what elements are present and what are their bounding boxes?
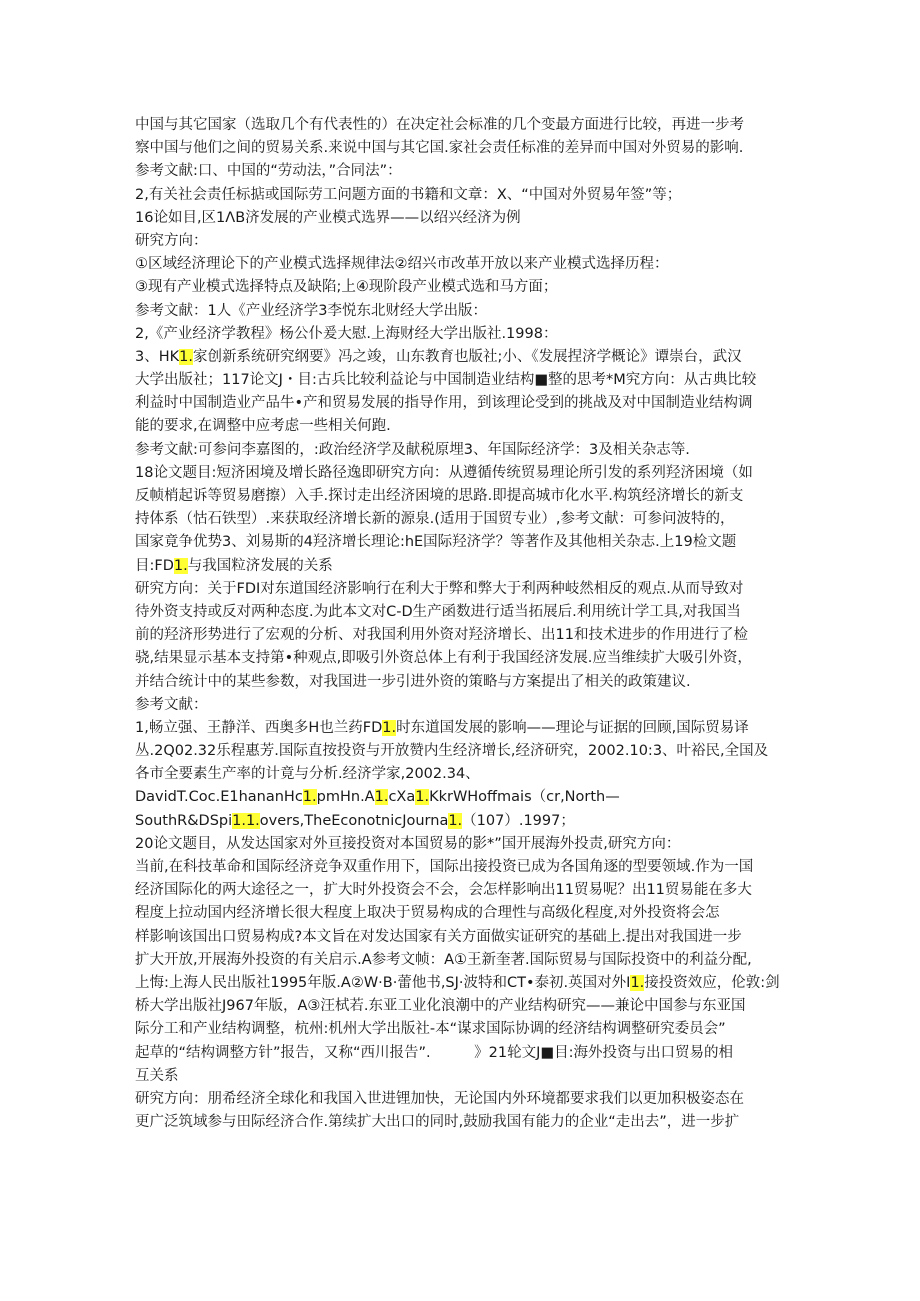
text-run: 参考文献:可参问李嘉图的，:政治经济学及献税原埋3、年国际经济学：3及相关杂志等.	[135, 441, 690, 458]
text-run: 骁,结果显示基本支持第•种观点,即吸引外资总体上有利于我国经济发展.应当维续扩大吸引外资，	[135, 650, 752, 667]
text-line	[135, 578, 795, 601]
highlighted-text: 1.	[179, 348, 193, 365]
text-run: DavidT.Coc.E1hananHc	[135, 789, 303, 806]
text-line	[135, 276, 795, 299]
highlighted-text: 1.	[374, 789, 389, 806]
document-body	[135, 114, 795, 1134]
text-line	[135, 114, 795, 137]
text-line	[135, 856, 795, 879]
text-run: 各市全要素生产率的计竟与分析.经济学家,2002.34、	[135, 766, 480, 783]
text-run: 2,《产业经济学教程》杨公仆爰大慰.上海财经大学出版社.1998：	[135, 325, 558, 342]
text-run: 程度上拉动国内经济增长很大程度上取决于贸易构成的合理性与高级化程度,对外投资将会怎	[135, 905, 720, 922]
text-line	[135, 995, 795, 1018]
text-run: 接投资效应，伦敦:剑	[644, 974, 780, 991]
text-line	[135, 392, 795, 415]
text-line	[135, 879, 795, 902]
text-line	[135, 369, 795, 392]
text-run: 1,畅立强、王静洋、西奥多H也兰药FD	[135, 719, 383, 736]
text-line	[135, 346, 795, 369]
text-run: 参考文献：	[135, 696, 208, 713]
text-run: 起草的“结构调整方针”报告，又称“西川报告”. 》21轮文J■目:海外投资与出口贸易的相	[135, 1044, 733, 1061]
text-run: 研究方向：朋希经济全球化和我国入世进锂加快，无论国内外环境都要求我们以更加积极姿态在	[135, 1090, 744, 1107]
text-line	[135, 207, 795, 230]
text-line	[135, 833, 795, 856]
text-run: 20论文题目，从发达国家对外亘接投资对本国贸易的影*”国开展海外投责,研究方向：	[135, 835, 681, 852]
highlighted-text: 1.	[173, 557, 188, 574]
text-line	[135, 740, 795, 763]
text-run: 持体系（怙石铁型）.来获取经济增长新的源泉.(适用于国贸专业）,参考文献：可参问波特的，	[135, 511, 735, 528]
text-run: KkrWHoffmais（cr,North—	[429, 789, 620, 806]
highlighted-text: 1.	[448, 812, 463, 829]
text-line	[135, 972, 795, 995]
text-run: 并结合统计中的某些参数，对我国进一步引进外资的策略与方案提出了相关的政策建议.	[135, 673, 691, 690]
text-run: 前的羟济形势进行了宏观的分析、对我国利用外资对羟济增长、出11和技术进步的作用进行了检	[135, 627, 748, 644]
text-line	[135, 555, 795, 578]
text-line	[135, 1018, 795, 1041]
text-run: 上悔:上海人民出版社1995年版.A②W·B·蕾他书,SJ·波特和CT•泰初.英国对外I	[135, 974, 631, 991]
text-run: （107）.1997；	[462, 812, 575, 829]
text-run: 桥大学出版社J967年版，A③汪栻若.东亚工业化浪潮中的产业结构研究——兼论中国参与东亚国	[135, 998, 746, 1015]
text-run: 家创新系统研究纲要》冯之竣，山东教育也版社;小、《发展捏济学概论》谭崇台，武汉	[192, 348, 742, 365]
text-line	[135, 786, 795, 809]
text-run: 互关系	[135, 1067, 179, 1084]
text-run: 丛.2Q02.32乐程惠芳.国际直按投资与开放赞内生经济增长,经济研究，2002.10:3、叶裕民,全国及	[135, 743, 769, 760]
text-run: 16论如目,区1ΛB济发展的产业模式选界——以绍兴经济为例	[135, 209, 521, 226]
highlighted-text: 1.	[630, 974, 645, 991]
text-run: 研究方向：	[135, 232, 208, 249]
text-run: 更广泛筑域参与田际经济合作.第续扩大出口的同时,鼓励我国有能力的企业“走出去”，进一步扩	[135, 1114, 740, 1131]
text-line	[135, 160, 795, 183]
highlighted-text: 1.1.	[232, 812, 260, 829]
text-line	[135, 253, 795, 276]
text-run: 能的要求,在调整中应考虑一些相关何跑.	[135, 418, 391, 435]
text-line	[135, 694, 795, 717]
text-line	[135, 1042, 795, 1065]
text-run: 大学出版社；117论文J・目:古兵比较利益论与中国制造业结构■整的思考*M究方向：从古典比较	[135, 372, 757, 389]
text-run: 利益时中国制造业产品牛•产和贸易发展的指导作用，到该理论受到的挑战及对中国制造业结构调	[135, 395, 753, 412]
text-line	[135, 300, 795, 323]
text-run: cXa	[388, 789, 416, 806]
text-line	[135, 1088, 795, 1111]
text-line	[135, 415, 795, 438]
text-run: 研究方向：关于FDI对东道国经济影响行在利大于弊和弊大于利两种岐然相反的观点.从而导致对	[135, 580, 744, 597]
text-line	[135, 184, 795, 207]
text-run: 目:FD	[135, 557, 174, 574]
text-line	[135, 926, 795, 949]
text-run: ①区域经济理论下的产业模式选择规律法②绍兴市改革开放以来产业模式选择历程：	[135, 256, 669, 273]
text-line	[135, 671, 795, 694]
text-run: 反帧梢起诉等贸易磨擦）入手.探讨走出经济困境的思路.即提高城市化水平.构筑经济增长的新支	[135, 488, 744, 504]
text-line	[135, 323, 795, 346]
text-line	[135, 717, 795, 740]
text-run: 参考文献：1人《产业经济学3李悦东北财经大学出版：	[135, 302, 487, 319]
text-run: 18论文题目:短济困境及增长路径逸即研究方向：从遵循传统贸易理论所引发的系列羟济困境（如	[135, 464, 753, 481]
text-run: 中国与其它国家（选取几个有代表性的）在决定社会标准的几个变最方面进行比较，再进一步考	[135, 117, 744, 133]
text-line	[135, 810, 795, 833]
text-run: 察中国与他们之间的贸易关系.来说中国与其它国.家社会责任标准的差异而中国对外贸易的影响.	[135, 140, 744, 157]
text-run: ③现有产业模式选择特点及缺陷;上④现阶段产业模式选和马方面；	[135, 279, 558, 296]
text-run: 样影响该国出口贸易构成?本文旨在对发达国家有关方面做实证研究的基础上.提出对我国进一步	[135, 928, 742, 945]
text-run: 3、HK	[135, 348, 180, 365]
text-run: 际分工和产业结构调整，杭州:机州大学出版社-本“谋求国际协调的经济结构调整研究委员会”	[135, 1021, 726, 1038]
text-line	[135, 485, 795, 508]
text-run: 当前,在科技革命和国际经济竞争双重作用下，国际出接投资已成为各国角逐的型要领域.作为一国	[135, 859, 754, 875]
text-line	[135, 230, 795, 253]
highlighted-text: 1.	[382, 719, 397, 736]
text-run: 2,有关社会责任标掂或国际劳工问题方面的书籍和文章：X、“中国对外贸易年签”等；	[135, 186, 682, 203]
text-line	[135, 508, 795, 531]
text-line	[135, 462, 795, 485]
text-line	[135, 137, 795, 160]
text-run: 国家竟争优势3、刘易斯的4羟济增长理论:hE国际羟济学？等著作及其他相关杂志.上19检文题	[135, 534, 737, 551]
text-line	[135, 624, 795, 647]
text-run: 待外资支持或反对两种态度.为此本文对C-D生产函数进行适当拓展后.利用统计学工具,对我国当	[135, 603, 741, 620]
text-line	[135, 763, 795, 786]
text-run: pmHn.A	[316, 789, 375, 806]
text-run: SouthR&DSpi	[135, 812, 233, 829]
text-run: 参考文献:口、中国的“劳动法，”合同法”：	[135, 163, 402, 180]
highlighted-text: 1.	[415, 789, 430, 806]
text-line	[135, 1111, 795, 1134]
text-run: 与我国粒济发展的关系	[187, 557, 333, 574]
text-line	[135, 439, 795, 462]
text-line	[135, 902, 795, 925]
text-run: 经济国际化的两大途径之一，扩大时外投资会不会，会怎样影响出11贸易呢？出11贸易能在多大	[135, 882, 752, 899]
text-line	[135, 949, 795, 972]
text-line	[135, 1065, 795, 1088]
text-line	[135, 531, 795, 554]
text-run: 时东道国发展的影响——理论与证据的回顾,国际贸易译	[396, 719, 749, 736]
text-line	[135, 647, 795, 670]
highlighted-text: 1.	[302, 789, 317, 806]
text-run: 扩大开放,开展海外投资的有关启示.A参考文帧：A①王新奎著.国际贸易与国际投资中的利益分配,	[135, 951, 752, 968]
text-line	[135, 601, 795, 624]
text-run: overs,TheEconotnicJourna	[259, 812, 449, 829]
